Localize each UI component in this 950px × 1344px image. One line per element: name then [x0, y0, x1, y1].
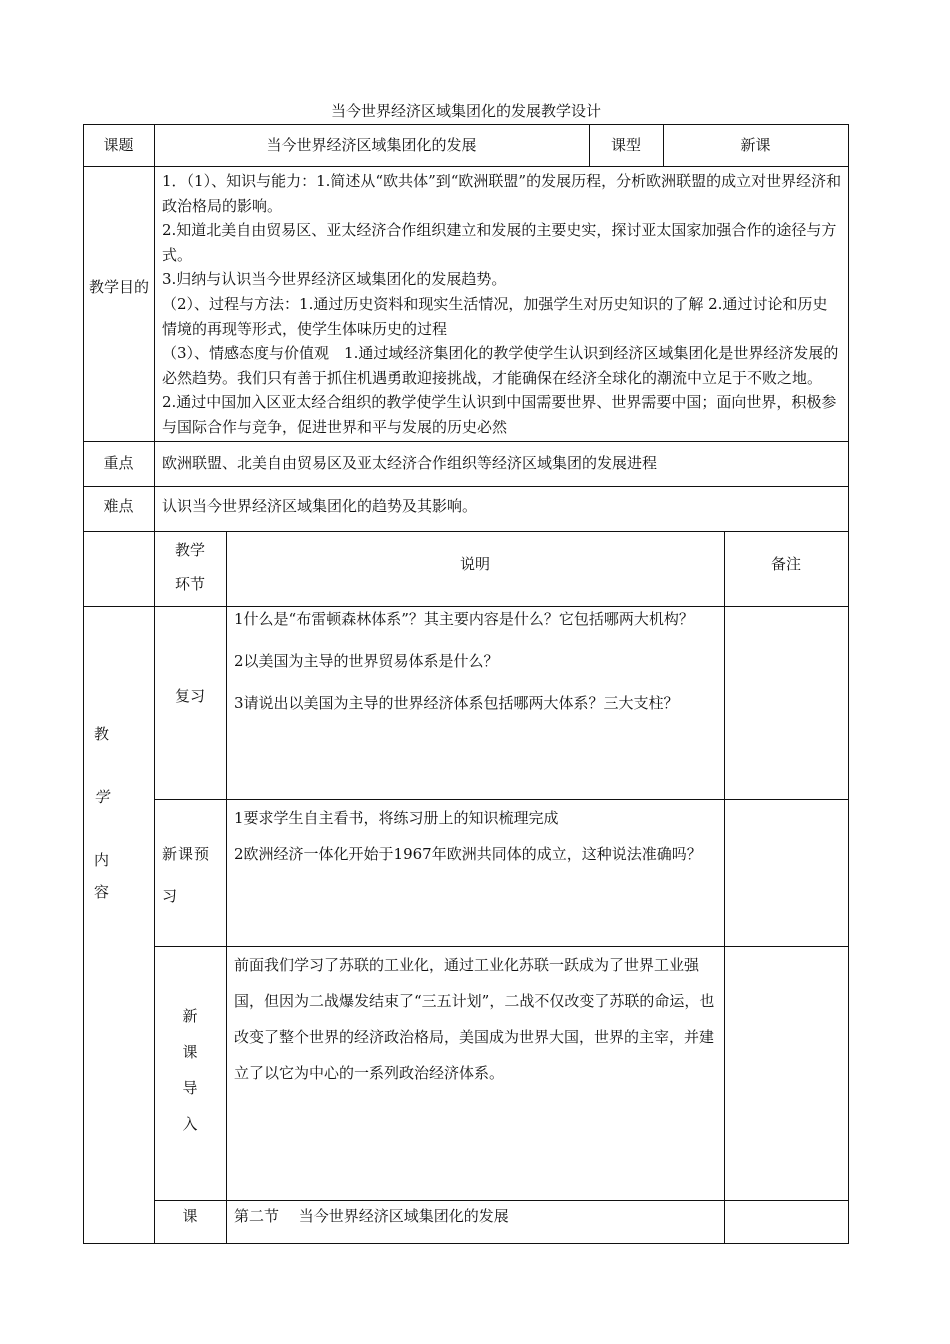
objective-line: （3）、情感态度与价值观 1.通过域经济集团化的教学使学生认识到经济区域集团化是世界经济发展的必然趋势。我们只有善于抓住机遇勇敢迎接挑战，才能确保在经济全球化的潮流中立足于不败之地。 2.通过中国加入区亚太经合组织的教学使学生认识到中国需要世界、世界需要中国；面向世界，积极参与国际合作与竞争，促进世界和平与发展的历史必然: [162, 344, 839, 436]
stage-lesson-name: 课: [182, 1207, 198, 1225]
stage-intro-text: [234, 947, 718, 1091]
stage-line: 2欧洲经济一体化开始于1967年欧洲共同体的成立，这种说法准确吗？: [234, 845, 702, 863]
objective-line: （2）、过程与方法：1.通过历史资料和现实生活情况，加强学生对历史知识的了解 2.通过讨论和历史情境的再现等形式，使学生体味历史的过程: [162, 294, 828, 338]
type-value: 新课: [740, 136, 771, 154]
topic-value: 当今世界经济区域集团化的发展: [266, 136, 477, 154]
stage-preview-name: 新课预习: [162, 845, 211, 905]
objectives-text: [162, 169, 842, 440]
key-point-value: 欧洲联盟、北美自由贸易区及亚太经济合作组织等经济区域集团的发展进程: [162, 454, 658, 472]
type-label: 课型: [610, 136, 641, 154]
objective-line: 1．（1）、知识与能力：1.简述从“欧共体”到“欧洲联盟”的发展历程，分析欧洲联盟的成立对世界经济和政治格局的影响。: [162, 172, 842, 215]
side-label-char: 容: [94, 883, 110, 901]
document-title: 当今世界经济区域集团化的发展教学设计: [330, 102, 601, 120]
objective-line: 2.知道北美自由贸易区、亚太经济合作组织建立和发展的主要史实，探讨亚太国家加强合作的途径与方式。: [162, 221, 837, 264]
stage-line: 3请说出以美国为主导的世界经济体系包括哪两大体系？三大支柱？: [234, 694, 679, 712]
objectives-label: 教学目的: [88, 278, 149, 296]
stage-line: 2以美国为主导的世界贸易体系是什么？: [234, 652, 499, 670]
remarks-header: 备注: [770, 555, 801, 573]
topic-label: 课题: [103, 136, 134, 154]
stage-line: 1什么是“布雷顿森林体系”？其主要内容是什么？它包括哪两大机构？: [234, 610, 694, 628]
key-point-label: 重点: [103, 454, 134, 472]
side-label-char: 学: [94, 788, 110, 806]
description-header: 说明: [459, 555, 490, 573]
stage-intro-name: 新 课 导 入: [182, 1007, 198, 1133]
side-label-char: 内: [94, 851, 110, 869]
stage-review-text: [234, 598, 718, 724]
stage-lesson-text: 第二节 当今世界经济区域集团化的发展: [234, 1207, 509, 1225]
stage-header: 教学 环节: [174, 541, 205, 593]
objective-line: 3.归纳与认识当今世界经济区域集团化的发展趋势。: [162, 270, 507, 289]
stage-line: 前面我们学习了苏联的工业化，通过工业化苏联一跃成为了世界工业强国，但因为二战爆发结束了“三五计划”，二战不仅改变了苏联的命运，也改变了整个世界的经济政治格局，美国成为世界大国，世界的主宰，并建立了以它为中心的一系列政治经济体系。: [234, 956, 715, 1082]
difficulty-value: 认识当今世界经济区域集团化的趋势及其影响。: [162, 497, 478, 515]
stage-line: 1要求学生自主看书，将练习册上的知识梳理完成: [234, 809, 559, 827]
stage-preview-text: [234, 800, 718, 872]
stage-review-name: 复习: [174, 687, 205, 705]
side-label-char: 教: [94, 725, 110, 743]
difficulty-label: 难点: [103, 497, 134, 515]
